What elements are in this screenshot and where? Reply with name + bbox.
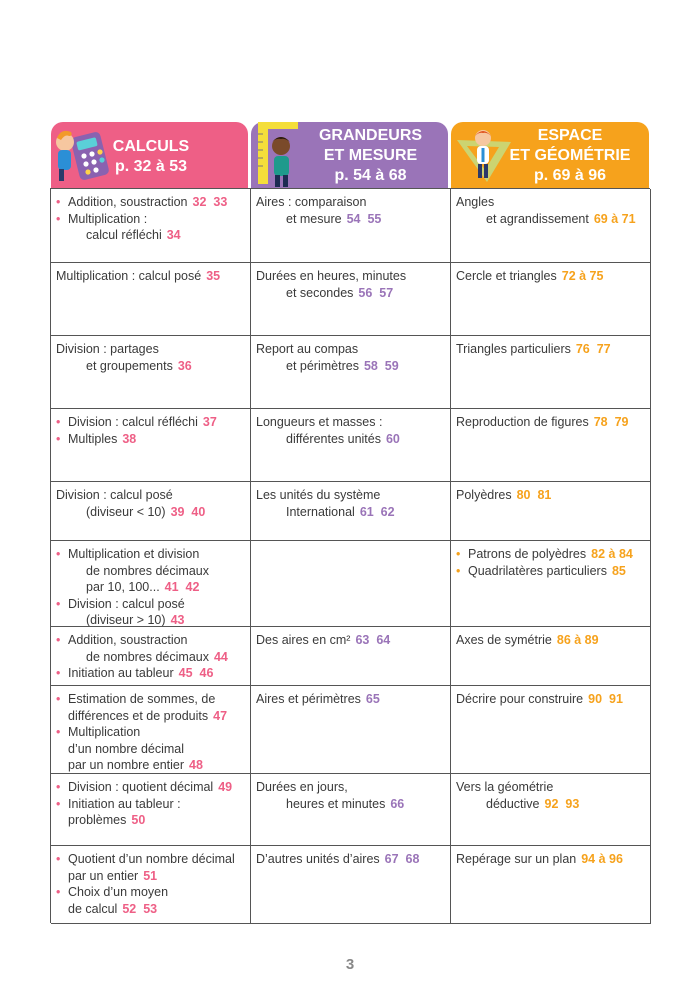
- toc-entry-line: [256, 487, 446, 504]
- toc-entry-line: [56, 579, 246, 596]
- toc-table: [50, 188, 650, 923]
- toc-entry-line: [456, 546, 646, 563]
- toc-cell: [451, 686, 651, 774]
- page-ref: 41 42: [164, 580, 200, 594]
- toc-entry-line: [456, 779, 646, 796]
- entry-text: Estimation de sommes, de: [68, 692, 216, 706]
- entry-text: Reproduction de figures: [456, 415, 589, 429]
- toc-cell: [51, 627, 251, 686]
- toc-entry-line: [256, 341, 446, 358]
- toc-entry-line: [456, 211, 646, 228]
- page-ref: 54 55: [346, 211, 382, 226]
- page-ref: 63 64: [355, 633, 391, 647]
- page-ref: 35: [206, 269, 221, 283]
- entry-text: d’un nombre décimal: [68, 741, 185, 756]
- page-ref: 51: [143, 868, 158, 883]
- calculs-title-pages: p. 32 à 53: [114, 158, 188, 175]
- toc-entry-line: [56, 708, 246, 725]
- toc-entry-line: [56, 612, 246, 627]
- entry-text: Patrons de polyèdres: [468, 547, 587, 561]
- toc-entry-line: [256, 268, 446, 285]
- entry-text: Choix d’un moyen: [68, 885, 169, 899]
- toc-entry-line: [456, 563, 646, 580]
- page-ref: 72 à 75: [561, 269, 604, 283]
- header-calculs: [51, 122, 248, 188]
- toc-cell: [451, 409, 651, 482]
- grandeurs-title-line2: ET MESURE: [323, 147, 418, 164]
- toc-cell: [51, 336, 251, 409]
- entry-text: Addition, soustraction: [68, 633, 188, 647]
- toc-entry-line: [56, 901, 246, 918]
- entry-text: différences et de produits: [68, 708, 209, 723]
- entry-text: Multiplication: [68, 725, 141, 739]
- page-ref: 32 33: [192, 195, 228, 209]
- page-ref: 90 91: [588, 692, 623, 706]
- toc-entry-line: [56, 851, 246, 868]
- toc-cell: [451, 189, 651, 263]
- toc-entry-line: [256, 779, 446, 796]
- espace-title: [491, 126, 649, 186]
- entry-text: Initiation au tableur: [68, 666, 174, 680]
- toc-entry-line: [256, 358, 446, 375]
- toc-entry-line: [256, 691, 446, 708]
- entry-text: Division : partages: [56, 342, 159, 356]
- entry-text: et périmètres: [286, 358, 359, 373]
- entry-text: par un entier: [68, 868, 139, 883]
- toc-entry-line: [256, 285, 446, 302]
- page-ref: 49: [218, 780, 233, 794]
- bullet-icon: [56, 431, 68, 448]
- toc-cell: [51, 409, 251, 482]
- calculs-title-line1: CALCULS: [112, 138, 190, 155]
- toc-entry-line: [56, 812, 246, 829]
- calculator-kid-icon: [53, 124, 115, 184]
- page-ref: 34: [166, 228, 181, 242]
- toc-cell: [451, 627, 651, 686]
- bullet-icon: [456, 546, 468, 563]
- toc-entry-line: [56, 649, 246, 666]
- toc-cell: [251, 263, 451, 336]
- toc-entry-line: [56, 414, 246, 431]
- entry-text: Repérage sur un plan: [456, 852, 577, 866]
- entry-text: Durées en jours,: [256, 780, 348, 794]
- page-ref: 58 59: [363, 358, 399, 373]
- page-ref: 82 à 84: [591, 547, 633, 561]
- header-espace: [451, 122, 649, 188]
- toc-entry-line: [56, 596, 246, 613]
- page-ref: 37: [202, 415, 217, 429]
- toc-entry-line: [56, 211, 246, 228]
- page-ref: 48: [189, 758, 203, 772]
- toc-entry-line: [256, 414, 446, 431]
- entry-text: Addition, soustraction: [68, 195, 188, 209]
- entry-text: Triangles particuliers: [456, 342, 571, 356]
- toc-cell: [251, 686, 451, 774]
- bullet-icon: [56, 596, 68, 613]
- page-number: 3: [345, 956, 355, 973]
- entry-text: problèmes: [68, 813, 127, 827]
- page-ref: 78 79: [593, 415, 629, 429]
- bullet-icon: [56, 632, 68, 649]
- entry-text: Division : calcul posé: [56, 488, 173, 502]
- toc-entry-line: [56, 868, 246, 885]
- entry-text: International: [286, 504, 355, 519]
- toc-cell: [451, 541, 651, 627]
- entry-text: (diviseur < 10): [86, 504, 166, 519]
- toc-cell: [51, 541, 251, 627]
- toc-entry-line: [256, 194, 446, 211]
- entry-text: et mesure: [286, 211, 342, 226]
- bullet-icon: [56, 779, 68, 796]
- entry-text: Quotient d’un nombre décimal: [68, 852, 235, 866]
- page-ref: 39 40: [170, 504, 206, 519]
- page-ref: 94 à 96: [581, 852, 623, 866]
- entry-text: de nombres décimaux: [86, 563, 209, 578]
- header-grandeurs: [251, 122, 448, 188]
- toc-cell: [451, 482, 651, 541]
- page-ref: 43: [170, 613, 185, 627]
- toc-cell: [451, 846, 651, 924]
- toc-entry-line: [256, 851, 446, 868]
- entry-text: par 10, 100...: [86, 580, 160, 594]
- toc-entry-line: [56, 563, 246, 580]
- bullet-icon: [56, 211, 68, 228]
- toc-cell: [251, 336, 451, 409]
- espace-title-line1: ESPACE: [537, 127, 603, 144]
- page-ref: 56 57: [358, 285, 394, 300]
- bullet-icon: [56, 546, 68, 563]
- toc-entry-line: [456, 194, 646, 211]
- toc-cell: [51, 482, 251, 541]
- entry-text: Aires et périmètres: [256, 692, 361, 706]
- toc-cell: [51, 774, 251, 846]
- toc-entry-line: [56, 757, 246, 774]
- bullet-icon: [56, 691, 68, 708]
- page-ref: 44: [213, 649, 228, 664]
- entry-text: Multiplication et division: [68, 547, 200, 561]
- entry-text: Multiplication : calcul posé: [56, 269, 202, 283]
- grandeurs-title-pages: p. 54 à 68: [334, 167, 407, 184]
- toc-entry-line: [56, 779, 246, 796]
- toc-entry-line: [56, 358, 246, 375]
- page-ref: 67 68: [384, 852, 420, 866]
- bullet-icon: [56, 796, 68, 813]
- toc-cell: [251, 846, 451, 924]
- toc-entry-line: [456, 414, 646, 431]
- page-ref: 65: [365, 692, 380, 706]
- bullet-icon: [456, 563, 468, 580]
- entry-text: (diviseur > 10): [86, 613, 166, 627]
- toc-entry-line: [456, 487, 646, 504]
- espace-title-pages: p. 69 à 96: [533, 167, 607, 184]
- entry-text: Longueurs et masses :: [256, 415, 383, 429]
- entry-text: D’autres unités d’aires: [256, 852, 380, 866]
- entry-text: Division : quotient décimal: [68, 780, 214, 794]
- page-ref: 80 81: [516, 488, 552, 502]
- toc-entry-line: [256, 796, 446, 813]
- entry-text: Report au compas: [256, 342, 359, 356]
- entry-text: Des aires en cm²: [256, 633, 351, 647]
- toc-cell: [251, 409, 451, 482]
- page-ref: 45 46: [178, 666, 214, 680]
- entry-text: Vers la géométrie: [456, 780, 554, 794]
- page-ref: 69 à 71: [593, 211, 636, 226]
- page-ref: 38: [122, 431, 137, 446]
- toc-cell: [251, 189, 451, 263]
- toc-entry-line: [456, 691, 646, 708]
- toc-entry-line: [256, 211, 446, 228]
- page-ref: 76 77: [575, 342, 611, 356]
- toc-entry-line: [456, 851, 646, 868]
- toc-entry-line: [56, 431, 246, 448]
- entry-text: Décrire pour construire: [456, 692, 584, 706]
- toc-entry-line: [56, 227, 246, 244]
- toc-entry-line: [56, 884, 246, 901]
- entry-text: et agrandissement: [486, 211, 589, 226]
- entry-text: de nombres décimaux: [86, 649, 209, 664]
- toc-cell: [51, 263, 251, 336]
- toc-cell: [251, 627, 451, 686]
- entry-text: Les unités du système: [256, 488, 381, 502]
- page-ref: 61 62: [359, 504, 395, 519]
- toc-entry-line: [256, 632, 446, 649]
- toc-cell: [451, 774, 651, 846]
- entry-text: calcul réfléchi: [86, 228, 162, 242]
- entry-text: Division : calcul posé: [68, 596, 185, 611]
- page-ref: 66: [390, 796, 405, 811]
- toc-entry-line: [256, 504, 446, 521]
- entry-text: déductive: [486, 796, 540, 811]
- toc-entry-line: [56, 194, 246, 211]
- grandeurs-title-line1: GRANDEURS: [318, 127, 423, 144]
- toc-entry-line: [56, 487, 246, 504]
- bullet-icon: [56, 724, 68, 741]
- bullet-icon: [56, 414, 68, 431]
- toc-entry-line: [56, 665, 246, 682]
- toc-entry-line: [56, 796, 246, 813]
- page-ref: 36: [177, 358, 192, 373]
- toc-entry-line: [256, 431, 446, 448]
- entry-text: différentes unités: [286, 431, 381, 446]
- toc-entry-line: [56, 268, 246, 285]
- grandeurs-title: [293, 126, 448, 186]
- bullet-icon: [56, 851, 68, 868]
- toc-cell: [51, 189, 251, 263]
- page-ref: 50: [131, 813, 146, 827]
- toc-cell: [51, 686, 251, 774]
- toc-entry-line: [56, 341, 246, 358]
- calculs-title: [111, 137, 191, 177]
- toc-entry-line: [56, 741, 246, 758]
- entry-text: Angles: [456, 195, 495, 209]
- entry-text: de calcul: [68, 901, 118, 916]
- toc-entry-line: [456, 796, 646, 813]
- toc-entry-line: [456, 632, 646, 649]
- entry-text: et secondes: [286, 285, 354, 300]
- toc-cell: [51, 846, 251, 924]
- entry-text: Division : calcul réfléchi: [68, 415, 198, 429]
- entry-text: Multiplication :: [68, 211, 148, 226]
- toc-cell: [451, 336, 651, 409]
- entry-text: et groupements: [86, 358, 173, 373]
- toc-entry-line: [456, 341, 646, 358]
- toc-entry-line: [456, 268, 646, 285]
- toc-entry-line: [56, 724, 246, 741]
- espace-title-line2: ET GÉOMÉTRIE: [509, 147, 631, 164]
- page-ref: 60: [385, 431, 400, 446]
- entry-text: par un nombre entier: [68, 758, 185, 772]
- toc-cell: [251, 482, 451, 541]
- toc-entry-line: [56, 546, 246, 563]
- entry-text: Quadrilatères particuliers: [468, 563, 607, 578]
- page-ref: 86 à 89: [556, 633, 599, 647]
- page-ref: 52 53: [122, 901, 158, 916]
- toc-entry-line: [56, 691, 246, 708]
- entry-text: Initiation au tableur :: [68, 796, 181, 811]
- toc-cell: [251, 541, 451, 627]
- entry-text: Polyèdres: [456, 488, 512, 502]
- bullet-icon: [56, 665, 68, 682]
- entry-text: heures et minutes: [286, 796, 386, 811]
- entry-text: Durées en heures, minutes: [256, 269, 407, 283]
- bullet-icon: [56, 194, 68, 211]
- entry-text: Multiples: [68, 431, 118, 446]
- entry-text: Axes de symétrie: [456, 633, 552, 647]
- entry-text: Aires : comparaison: [256, 195, 367, 209]
- toc-cell: [451, 263, 651, 336]
- page-ref: 47: [213, 708, 228, 723]
- toc-entry-line: [56, 632, 246, 649]
- page-ref: 92 93: [544, 796, 580, 811]
- page-ref: 85: [611, 563, 626, 578]
- bullet-icon: [56, 884, 68, 901]
- toc-cell: [251, 774, 451, 846]
- entry-text: Cercle et triangles: [456, 269, 557, 283]
- toc-entry-line: [56, 504, 246, 521]
